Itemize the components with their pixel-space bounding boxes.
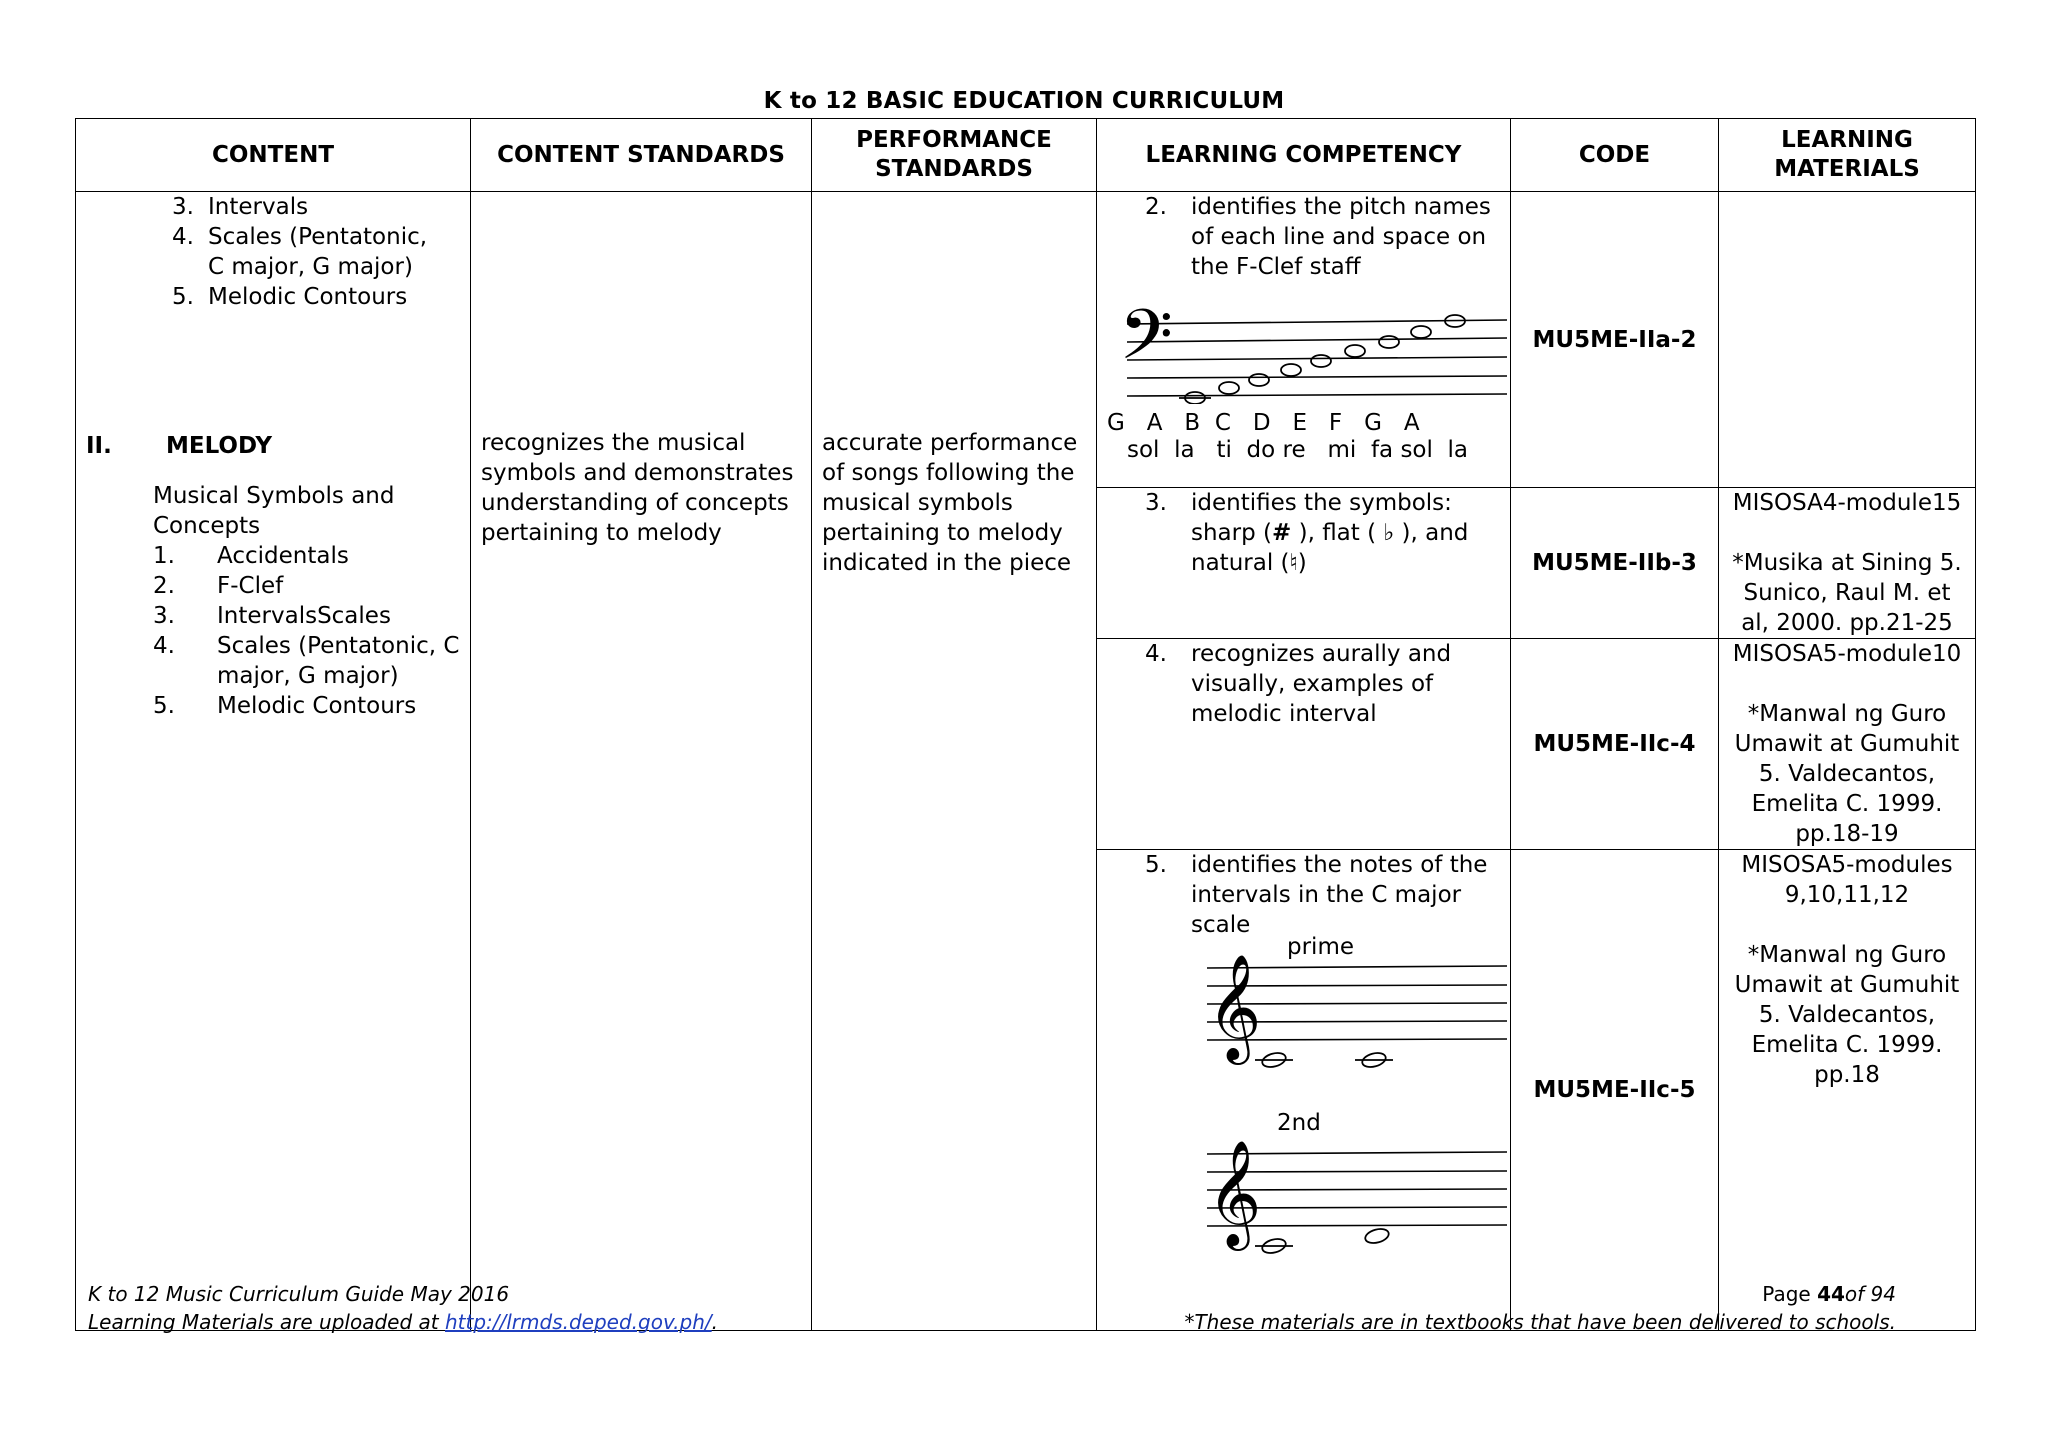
list-item: 1. Accidentals: [153, 543, 349, 569]
treble-staff-diagrams: [1107, 930, 1507, 1330]
list-item: 3. IntervalsScales: [153, 603, 391, 629]
list-item: 5. Melodic Contours: [172, 284, 408, 310]
melody-heading: II. MELODY: [86, 433, 273, 459]
f-clef-staff-diagram: [1107, 294, 1507, 404]
sharp-symbol: #: [1272, 520, 1292, 546]
footer-guide: K to 12 Music Curriculum Guide May 2016: [88, 1282, 510, 1306]
competency-cell: [1097, 639, 1511, 850]
curriculum-table: [75, 118, 1976, 1331]
header-performance-standards: PERFORMANCE STANDARDS: [812, 119, 1097, 192]
materials-cell: MISOSA4-module15 *Musika at Sining 5. Sunico, Raul M. et al, 2000. pp.21-25: [1719, 488, 1976, 639]
competency-cell: [1097, 850, 1511, 1331]
footer-left: [88, 1280, 718, 1336]
concepts-heading: Musical Symbols and Concepts: [153, 483, 395, 539]
list-item: major, G major): [217, 663, 399, 689]
code-cell: MU5ME-IIb-3: [1511, 488, 1719, 639]
f-clef-icon: 𝄢: [1119, 294, 1174, 392]
note-names: G A B C D E F G A: [1107, 410, 1420, 436]
list-item: 4. Scales (Pentatonic, C: [153, 633, 460, 659]
materials-cell: MISOSA5-module10 *Manwal ng Guro Umawit at Gumuhit 5. Valdecantos, Emelita C. 1999. pp.18-19: [1719, 639, 1976, 850]
lrmds-link[interactable]: http://lrmds.deped.gov.ph/: [444, 1310, 712, 1334]
competency-item: 2. identifies the pitch names of each line and space on the F-Clef staff: [1145, 194, 1491, 280]
page-number: Page 44of 94: [1762, 1282, 1896, 1306]
code-cell: MU5ME-IIc-5: [1511, 850, 1719, 1331]
footer-uploaded: Learning Materials are uploaded at http://lrmds.deped.gov.ph/.: [88, 1310, 719, 1334]
header-code: CODE: [1511, 119, 1719, 192]
treble-clef-icon: 𝄞: [1207, 1139, 1262, 1246]
content-bottom-list: [86, 541, 460, 721]
materials-cell: MISOSA5-modules 9,10,11,12 *Manwal ng Guro Umawit at Gumuhit 5. Valdecantos, Emelita C. 1999. pp.18: [1719, 850, 1976, 1331]
staff-label-prime: prime: [1287, 934, 1355, 960]
content-cell: [76, 192, 471, 1331]
header-content-standards: CONTENT STANDARDS: [471, 119, 812, 192]
list-item: 2. F-Clef: [153, 573, 284, 599]
list-item: 3. Intervals: [172, 194, 309, 220]
solfege-names: sol la ti do re mi fa sol la: [1127, 437, 1469, 463]
competency-item: 3. identifies the symbols: sharp (# ), flat ( ♭ ), and natural (♮): [1145, 490, 1469, 576]
list-item: 5. Melodic Contours: [153, 693, 417, 719]
header-learning-materials: LEARNING MATERIALS: [1719, 119, 1976, 192]
header-content: CONTENT: [76, 119, 471, 192]
competency-cell: [1097, 488, 1511, 639]
performance-standards-cell: accurate performance of songs following the musical symbols pertaining to melody indicated in the piece: [812, 192, 1097, 1331]
content-top-list: [86, 192, 460, 312]
header-learning-competency: LEARNING COMPETENCY: [1097, 119, 1511, 192]
code-cell: MU5ME-IIa-2: [1511, 192, 1719, 488]
document-title: K to 12 BASIC EDUCATION CURRICULUM: [763, 88, 1285, 114]
staff-label-2nd: 2nd: [1277, 1110, 1321, 1136]
competency-item: 4. recognizes aurally and visually, examples of melodic interval: [1145, 641, 1452, 727]
content-standards-cell: recognizes the musical symbols and demonstrates understanding of concepts pertaining to melody: [471, 192, 812, 1331]
materials-cell: [1719, 192, 1976, 488]
list-item: C major, G major): [208, 254, 413, 280]
table-row: [76, 192, 1976, 488]
competency-item: 5. identifies the notes of the intervals in the C major scale: [1145, 852, 1488, 938]
treble-clef-icon: 𝄞: [1207, 953, 1262, 1060]
competency-cell: [1097, 192, 1511, 488]
code-cell: MU5ME-IIc-4: [1511, 639, 1719, 850]
list-item: 4. Scales (Pentatonic,: [172, 224, 428, 250]
footer-note: *These materials are in textbooks that have been delivered to schools.: [1184, 1310, 1896, 1334]
header-row: [76, 119, 1976, 192]
